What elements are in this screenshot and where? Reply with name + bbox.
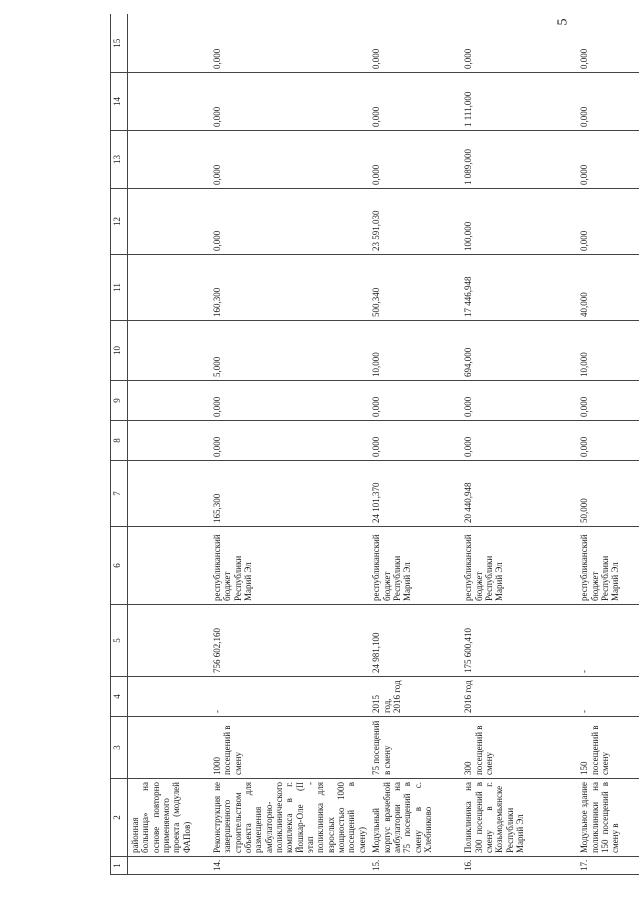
object-name: Модульное здание поликлиники на 150 посещений в смену в <box>577 779 639 857</box>
row-index: 16. <box>461 857 577 875</box>
col-header: 12 <box>111 189 128 255</box>
col-header: 5 <box>111 605 128 677</box>
table-row <box>577 15 639 875</box>
col-header: 10 <box>111 321 128 381</box>
col-header: 14 <box>111 73 128 131</box>
value-col9: 0,000 <box>461 381 577 421</box>
value-col12: 100,000 <box>461 189 577 255</box>
value-col7: 165,300 <box>210 461 369 527</box>
value-col10: 694,000 <box>461 321 577 381</box>
estimated-cost: - <box>577 605 639 677</box>
funding-source: республиканский бюджет Республики Марий Эл <box>577 527 639 605</box>
rotated-table-wrapper <box>110 15 635 875</box>
funding-source: республиканский бюджет Республики Марий Эл <box>369 527 461 605</box>
column-number-header <box>111 15 128 875</box>
period: - <box>577 677 639 717</box>
period: 2015 год, 2016 год <box>369 677 461 717</box>
value-col7: 20 440,948 <box>461 461 577 527</box>
value-col14: 0,000 <box>577 73 639 131</box>
funding-source: республиканский бюджет Республики Марий Эл <box>461 527 577 605</box>
value-col7: 24 101,370 <box>369 461 461 527</box>
capacity: 1000 посещений в смену <box>210 717 369 779</box>
row-index: 17. <box>577 857 639 875</box>
value-col8: 0,000 <box>369 421 461 461</box>
value-col8: 0,000 <box>210 421 369 461</box>
value-col8: 0,000 <box>577 421 639 461</box>
value-col9: 0,000 <box>577 381 639 421</box>
table-row <box>369 15 461 875</box>
col-header: 15 <box>111 15 128 73</box>
value-col8: 0,000 <box>461 421 577 461</box>
value-col13: 0,000 <box>577 131 639 189</box>
value-col15: 0,000 <box>461 15 577 73</box>
object-name: Модульный корпус врачебной амбулатории на 75 посещений в смену в с. Хлебниково <box>369 779 461 857</box>
col-header: 7 <box>111 461 128 527</box>
col-header: 4 <box>111 677 128 717</box>
value-col12: 0,000 <box>577 189 639 255</box>
value-col10: 10,000 <box>369 321 461 381</box>
value-col15: 0,000 <box>577 15 639 73</box>
value-col12: 0,000 <box>210 189 369 255</box>
register-table <box>110 15 639 876</box>
period: - <box>210 677 369 717</box>
value-col9: 0,000 <box>369 381 461 421</box>
object-name: Поликлиника на 300 посещений в смену в г. Козьмодемьянске Республики Марий Эл <box>461 779 577 857</box>
col-header: 2 <box>111 779 128 857</box>
value-col12: 23 591,030 <box>369 189 461 255</box>
value-col11: 17 446,948 <box>461 255 577 321</box>
value-col14: 1 111,000 <box>461 73 577 131</box>
value-col15: 0,000 <box>210 15 369 73</box>
value-col11: 500,340 <box>369 255 461 321</box>
value-col13: 0,000 <box>210 131 369 189</box>
col-header: 8 <box>111 421 128 461</box>
value-col11: 160,300 <box>210 255 369 321</box>
value-col10: 10,000 <box>577 321 639 381</box>
row-index: 14. <box>210 857 369 875</box>
page-number: 5 <box>555 18 571 26</box>
object-name: Реконструкция не завершенного строительством объекта для размещения амбулаторно-поликлинического комплекса в г. Йошкар-Оле (II этап - поликлиника для взрослых мощностью 1000 посещений в смену) <box>210 779 369 857</box>
table-row <box>210 15 369 875</box>
estimated-cost: 756 602,160 <box>210 605 369 677</box>
col-header: 9 <box>111 381 128 421</box>
row-index: 15. <box>369 857 461 875</box>
capacity: 150 посещений в смену <box>577 717 639 779</box>
value-col10: 5,000 <box>210 321 369 381</box>
estimated-cost: 175 600,410 <box>461 605 577 677</box>
period: 2016 год <box>461 677 577 717</box>
value-col13: 1 089,000 <box>461 131 577 189</box>
value-col11: 40,000 <box>577 255 639 321</box>
col-header: 6 <box>111 527 128 605</box>
value-col14: 0,000 <box>210 73 369 131</box>
estimated-cost: 24 981,100 <box>369 605 461 677</box>
capacity: 300 посещений в смену <box>461 717 577 779</box>
col-header: 13 <box>111 131 128 189</box>
capacity: 75 посещений в смену <box>369 717 461 779</box>
table-row <box>461 15 577 875</box>
value-col14: 0,000 <box>369 73 461 131</box>
table-row-continuation <box>128 15 211 875</box>
col-header: 3 <box>111 717 128 779</box>
value-col15: 0,000 <box>369 15 461 73</box>
value-col7: 50,000 <box>577 461 639 527</box>
continuation-text: районная больница» на основе повторно применяемого проекта (модулей ФАПов) <box>128 779 211 857</box>
funding-source: республиканский бюджет Республики Марий Эл <box>210 527 369 605</box>
col-header: 1 <box>111 857 128 875</box>
value-col13: 0,000 <box>369 131 461 189</box>
col-header: 11 <box>111 255 128 321</box>
value-col9: 0,000 <box>210 381 369 421</box>
